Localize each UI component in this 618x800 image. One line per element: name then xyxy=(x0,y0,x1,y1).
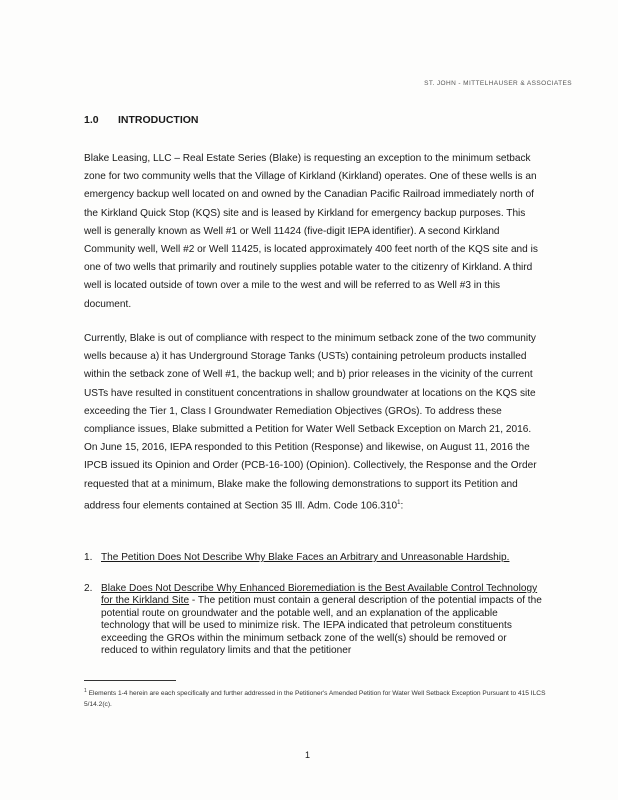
footnote-marker: 1 xyxy=(84,688,87,694)
section-heading xyxy=(84,114,199,126)
footnote-text: Elements 1-4 herein are each specifically and further addressed in the Petitioner's Amended Petition for Water Well Setback Exception Pursuant to 415 ILCS 5/14.2(c). xyxy=(84,690,546,708)
paragraph-compliance: Currently, Blake is out of compliance with respect to the minimum setback zone of the two community wells because a) it has Underground Storage Tanks (USTs) containing petroleum products installed within the setback zone of Well #1, the backup well; and b) prior releases in the vicinity of the current USTs have resulted in constituent concentrations in shallow groundwater at locations on the KQS site exceeding the Tier 1, Class I Groundwater Remediation Objectives (GROs). To address these compliance issues, Blake submitted a Petition for Water Well Setback Exception on March 21, 2016. On June 15, 2016, IEPA responded to this Petition (Response) and likewise, on August 11, 2016 the IPCB issued its Opinion and Order (PCB-16-100) (Opinion). Collectively, the Response and the Order requested that at a minimum, Blake make the following demonstrations to support its Petition and address four elements contained at Section 35 Ill. Adm. Code 106.310$^1$: xyxy=(84,333,537,512)
footnote xyxy=(84,686,554,710)
list-number: 2. xyxy=(84,583,93,594)
footnote-divider xyxy=(84,680,176,681)
list-text: - The petition must contain a general description of the potential impacts of the potential route on groundwater and the potable well, and an explanation of the applicable technology that will be used to minimize risk. The IEPA indicated that petroleum constituents exceeding the GROs within the minimum setback zone of the well(s) should be removed or reduced to within regulatory limits and that the petitioner xyxy=(101,595,542,657)
list-body xyxy=(101,583,543,657)
firm-header: ST. JOHN - MITTELHAUSER & ASSOCIATES xyxy=(424,80,572,87)
list-body xyxy=(101,552,543,563)
section-title: INTRODUCTION xyxy=(118,114,199,126)
list-heading: The Petition Does Not Describe Why Blake Faces an Arbitrary and Unreasonable Hardship. xyxy=(101,552,510,563)
list-heading: Blake Does Not Describe Why Enhanced Bioremediation is the Best Available Control Technology for the Kirkland Site xyxy=(101,583,538,607)
paragraph-intro: Blake Leasing, LLC – Real Estate Series (Blake) is requesting an exception to the minimum setback zone for two community wells that the Village of Kirkland (Kirkland) operates. One of these wells is an emergency backup well located on and owned by the Canadian Pacific Railroad immediately north of the Kirkland Quick Stop (KQS) site and is leased by Kirkland for emergency backup purposes. This well is generally known as Well #1 or Well 11424 (five-digit IEPA identifier). A second Kirkland Community well, Well #2 or Well 11425, is located approximately 400 feet north of the KQS site and is one of two wells that primarily and routinely supplies potable water to the citizenry of Kirkland. A third well is located outside of town over a mile to the west and will be referred to as Well #3 in this document. xyxy=(84,153,538,310)
list-number: 1. xyxy=(84,552,93,563)
footnote-reference[interactable]: 1 xyxy=(397,499,401,506)
page-number: 1 xyxy=(305,750,311,760)
paragraph-compliance-text: Currently, Blake is out of compliance with respect to the minimum setback zone of the two community wells because a) it has Underground Storage Tanks (USTs) containing petroleum products installed within the setback zone of Well #1, the backup well; and b) prior releases in the vicinity of the current USTs have resulted in constituent concentrations in shallow groundwater at locations on the KQS site exceeding the Tier 1, Class I Groundwater Remediation Objectives (GROs). To address these compliance issues, Blake submitted a Petition for Water Well Setback Exception on March 21, 2016. On June 15, 2016, IEPA responded to this Petition (Response) and likewise, on August 11, 2016 the IPCB issued its Opinion and Order (PCB-16-100) (Opinion). Collectively, the Response and the Order requested that at a minimum, Blake make the following demonstrations to support its Petition and address four elements contained at Section 35 Ill. Adm. Code 106.310 xyxy=(84,333,537,512)
section-number: 1.0 xyxy=(84,114,99,126)
